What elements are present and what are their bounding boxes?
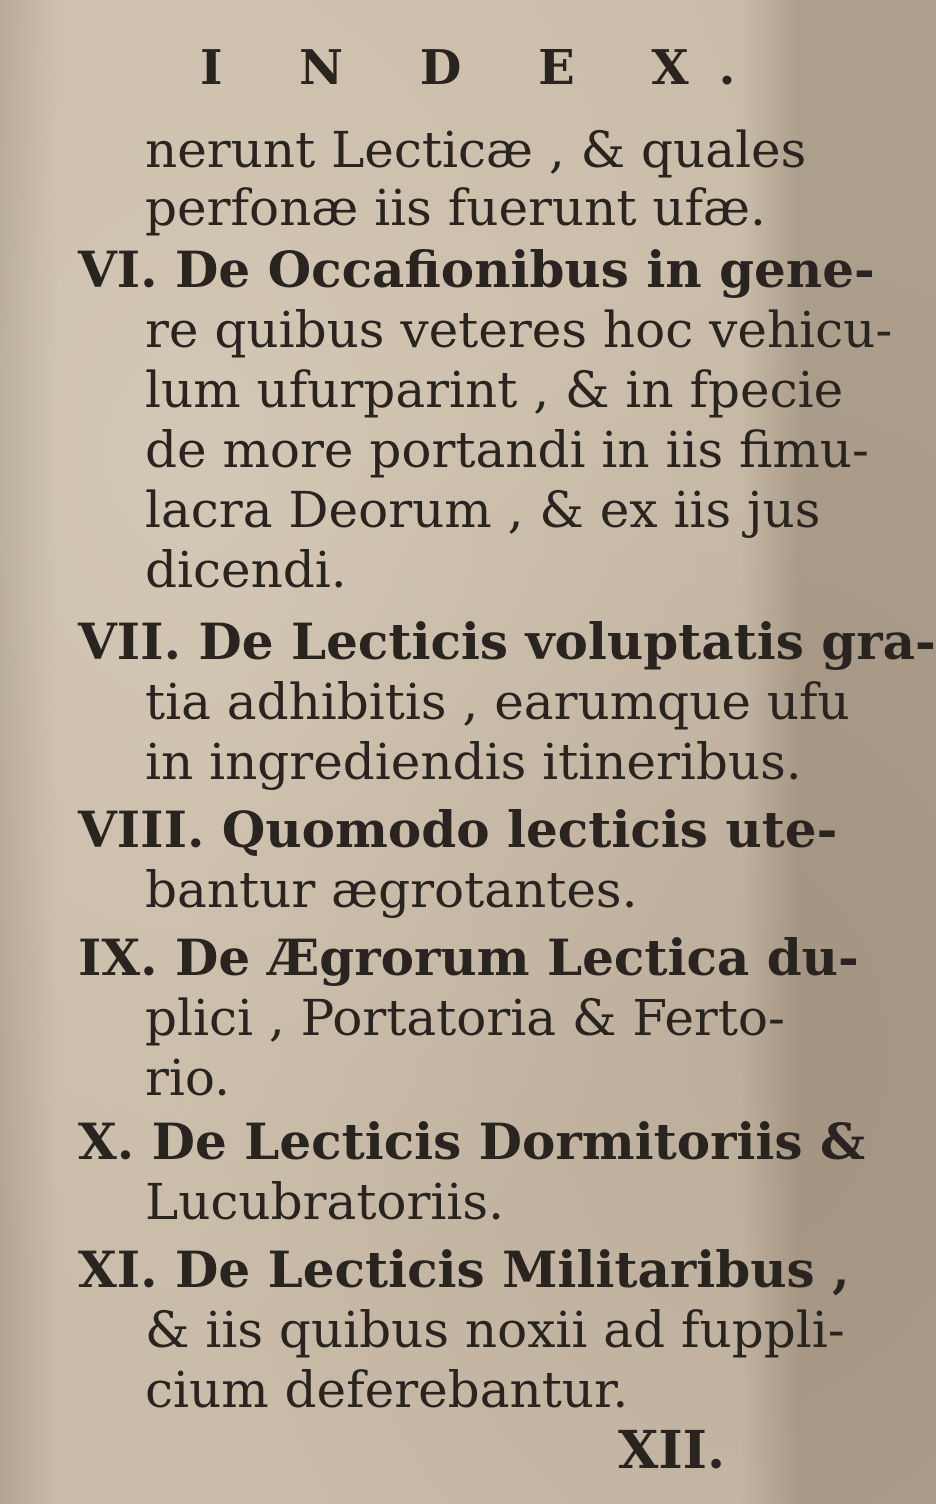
entry-heading-x: X. De Lecticis Dormitoriis & <box>78 1112 866 1171</box>
entry-heading-vii: VII. De Lecticis voluptatis gra- <box>78 612 936 671</box>
running-header: I N D E X. <box>200 40 766 96</box>
entry-heading-vi: VI. De Occafionibus in gene- <box>78 240 875 299</box>
text-line: bantur ægrotantes. <box>145 861 638 919</box>
text-line: lacra Deorum , & ex iis jus <box>145 481 821 539</box>
text-line: lum ufurparint , & in fpecie <box>145 361 844 419</box>
text-line: perfonæ iis fuerunt ufæ. <box>145 179 766 237</box>
text-line: de more portandi in iis fimu- <box>145 421 869 479</box>
text-line: rio. <box>145 1049 231 1107</box>
entry-heading-ix: IX. De Ægrorum Lectica du- <box>78 928 859 987</box>
text-line: re quibus veteres hoc vehicu- <box>145 301 893 359</box>
text-line: plici , Portatoria & Ferto- <box>145 989 785 1047</box>
text-line: Lucubratoriis. <box>145 1173 504 1231</box>
text-line: & iis quibus noxii ad fuppli- <box>145 1301 845 1359</box>
catchword: XII. <box>618 1420 726 1481</box>
entry-heading-viii: VIII. Quomodo lecticis ute- <box>78 800 838 859</box>
text-line: cium deferebantur. <box>145 1361 629 1419</box>
text-line: tia adhibitis , earumque ufu <box>145 673 850 731</box>
entry-heading-xi: XI. De Lecticis Militaribus , <box>78 1240 850 1299</box>
text-line: in ingrediendis itineribus. <box>145 733 802 791</box>
text-line: nerunt Lecticæ , & quales <box>145 121 807 179</box>
text-line: dicendi. <box>145 541 347 599</box>
